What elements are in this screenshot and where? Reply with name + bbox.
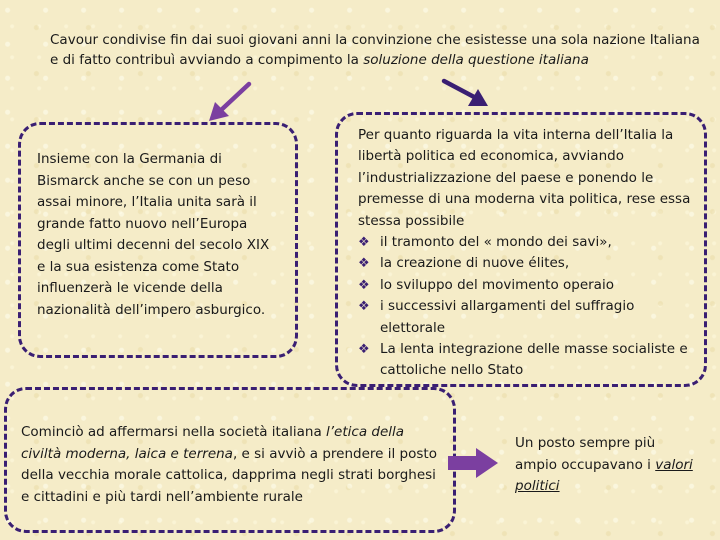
right-box xyxy=(335,112,707,387)
list-item: ❖ lo sviluppo del movimento operaio xyxy=(358,275,692,296)
side-note-underlined: valori politici xyxy=(515,456,693,494)
arrow-right-icon xyxy=(448,447,500,479)
left-box-text: Insieme con la Germania di Bismarck anche se con un peso assai minore, l’Italia unita sarà il grande fatto nuovo nell’Europa degli ultimi decenni del secolo XIX e la sua esistenza come Stato influenzerà le vicende della nazionalità dell’impero asburgico. xyxy=(37,151,270,318)
diamond-bullet-icon: ❖ xyxy=(358,256,370,272)
list-item: ❖ il tramonto del « mondo dei savi», xyxy=(358,232,692,253)
arrow-down-left-icon xyxy=(205,80,255,125)
diamond-bullet-icon: ❖ xyxy=(358,235,370,251)
bottom-box-italic: l’etica della civiltà moderna, laica e terrena xyxy=(21,424,405,462)
left-box xyxy=(18,122,298,358)
bottom-box-text: Cominciò ad affermarsi nella società italiana l’etica della civiltà moderna, laica e terrena, e si avviò a prendere il posto della vecchia morale cattolica, dapprima negli strati borghesi e cittadini e più tardi nell’ambiente rurale xyxy=(21,424,437,505)
intro-paragraph xyxy=(50,30,700,70)
list-item: ❖ la creazione di nuove élites, xyxy=(358,253,692,274)
list-item: ❖ i successivi allargamenti del suffragio elettorale xyxy=(358,298,635,336)
side-note: Un posto sempre più ampio occupavano i valori politici xyxy=(515,435,693,494)
diamond-bullet-icon: ❖ xyxy=(358,299,370,315)
arrow-down-right-icon xyxy=(440,76,492,110)
intro-text: Cavour condivise fin dai suoi giovani anni la convinzione che esistesse una sola nazione Italiana e di fatto contribuì avviando a compimento la xyxy=(50,32,700,68)
intro-italic: soluzione della questione italiana xyxy=(363,52,589,68)
diamond-bullet-icon: ❖ xyxy=(358,342,370,358)
list-item: ❖ La lenta integrazione delle masse socialiste e cattoliche nello Stato xyxy=(358,341,688,379)
right-box-list xyxy=(358,232,692,382)
right-box-lead: Per quanto riguarda la vita interna dell’Italia la libertà politica ed economica, avviando l’industrializzazione del paese e ponendo le premesse di una moderna vita politica, rese essa stessa possibile xyxy=(358,127,691,229)
bottom-box xyxy=(4,387,456,533)
diamond-bullet-icon: ❖ xyxy=(358,277,370,293)
